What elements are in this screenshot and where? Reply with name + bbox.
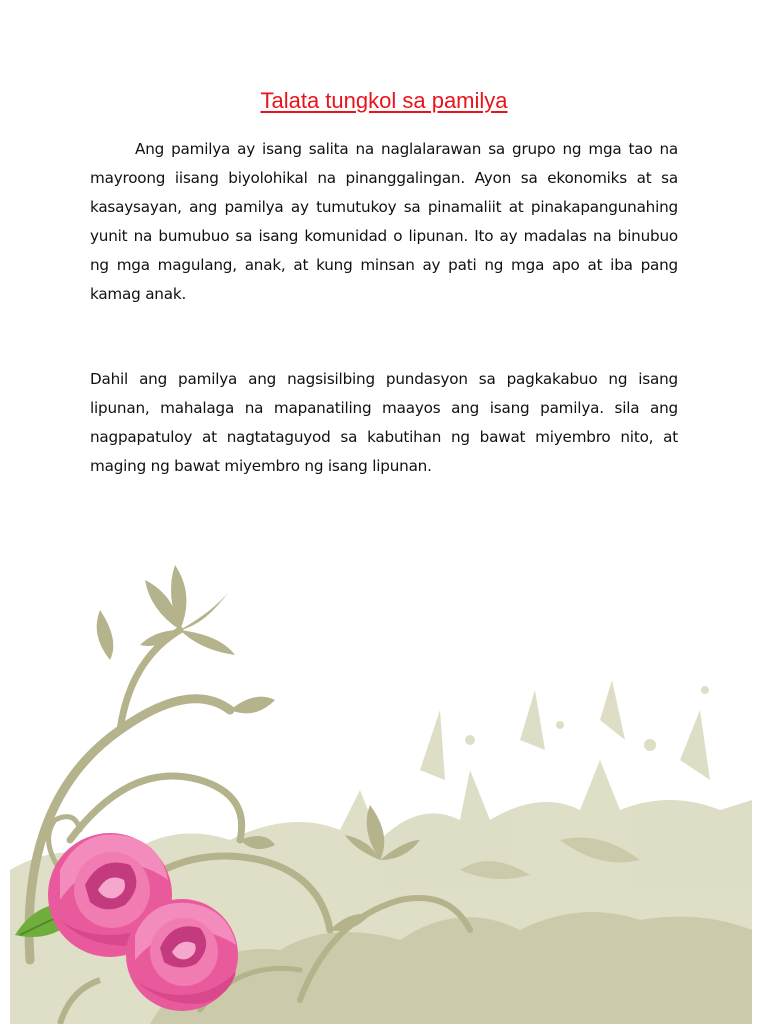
floral-decoration xyxy=(0,540,768,1024)
rose-icon xyxy=(126,899,238,1011)
paragraph-2: Dahil ang pamilya ang nagsisilbing pundasyon sa pagkakabuo ng isang lipunan, mahalaga na mapanatiling maayos ang isang pamilya. sila ang nagpapatuloy at nagtataguyod sa kabutihan ng bawat miyembro nito, at maging ng bawat miyembro ng isang lipunan. xyxy=(90,370,678,475)
paragraph-1: Ang pamilya ay isang salita na naglalarawan sa grupo ng mga tao na mayroong iisang biyolohikal na pinanggalingan. Ayon sa ekonomiks at sa kasaysayan, ang pamilya ay tumutukoy sa pinamaliit at pinakapangunahing yunit na bumubuo sa isang komunidad o lipunan. Ito ay madalas na binubuo ng mga magulang, anak, at kung minsan ay pati ng mga apo at iba pang kamag anak. xyxy=(90,140,678,303)
page-title: Talata tungkol sa pamilya xyxy=(260,88,508,113)
